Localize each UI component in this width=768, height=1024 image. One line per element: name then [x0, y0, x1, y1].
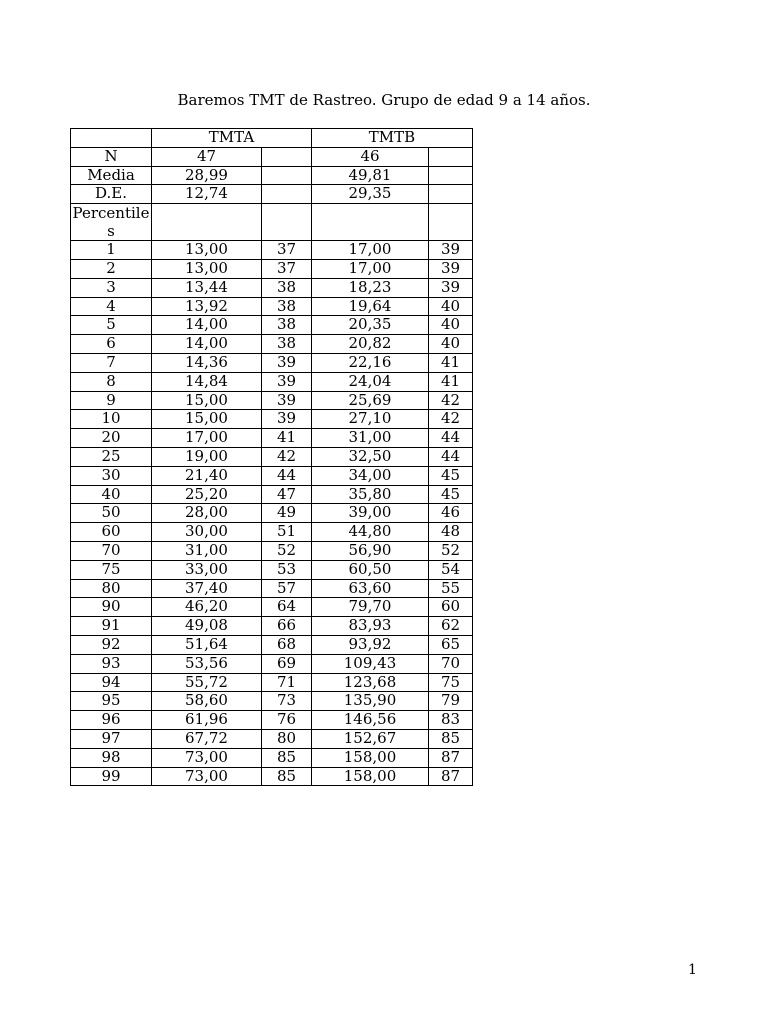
tmtb-t-score: 70	[429, 654, 473, 673]
percentile-value: 91	[71, 617, 152, 636]
table-row	[71, 335, 473, 354]
percentile-value: 40	[71, 485, 152, 504]
tmta-t-score: 57	[262, 579, 312, 598]
tmta-score: 15,00	[152, 391, 262, 410]
table-row	[71, 560, 473, 579]
tmta-t-score: 39	[262, 372, 312, 391]
tmtb-score: 83,93	[312, 617, 429, 636]
table-row	[71, 523, 473, 542]
table-header-row	[71, 129, 473, 148]
table-row	[71, 654, 473, 673]
percentile-value: 30	[71, 466, 152, 485]
tmtb-score: 93,92	[312, 635, 429, 654]
tmta-score: 30,00	[152, 523, 262, 542]
tmta-t-score: 39	[262, 391, 312, 410]
percentile-value: 50	[71, 504, 152, 523]
table-row	[71, 429, 473, 448]
tmtb-score: 18,23	[312, 278, 429, 297]
tmta-t-score: 38	[262, 316, 312, 335]
tmta-score: 17,00	[152, 429, 262, 448]
tmtb-t-score: 46	[429, 504, 473, 523]
tmta-t-score: 42	[262, 447, 312, 466]
tmtb-score: 35,80	[312, 485, 429, 504]
tmtb-score: 32,50	[312, 447, 429, 466]
tmta-score: 51,64	[152, 635, 262, 654]
tmta-score: 55,72	[152, 673, 262, 692]
table-row	[71, 353, 473, 372]
table-row	[71, 711, 473, 730]
percentile-value: 96	[71, 711, 152, 730]
tmta-t-score: 53	[262, 560, 312, 579]
table-row	[71, 316, 473, 335]
table-row	[71, 391, 473, 410]
table-row	[71, 692, 473, 711]
tmtb-score: 44,80	[312, 523, 429, 542]
empty-cell	[429, 147, 473, 166]
tmtb-score: 25,69	[312, 391, 429, 410]
empty-cell	[312, 204, 429, 241]
tmtb-t-score: 41	[429, 372, 473, 391]
tmtb-t-score: 79	[429, 692, 473, 711]
stat-row-n	[71, 147, 473, 166]
percentile-value: 5	[71, 316, 152, 335]
tmtb-t-score: 41	[429, 353, 473, 372]
tmtb-t-score: 40	[429, 316, 473, 335]
percentile-value: 20	[71, 429, 152, 448]
tmtb-t-score: 45	[429, 485, 473, 504]
percentile-value: 6	[71, 335, 152, 354]
table-row	[71, 278, 473, 297]
tmta-t-score: 73	[262, 692, 312, 711]
tmtb-t-score: 87	[429, 748, 473, 767]
table-row	[71, 504, 473, 523]
percentile-value: 60	[71, 523, 152, 542]
tmta-t-score: 85	[262, 767, 312, 786]
tmtb-t-score: 40	[429, 335, 473, 354]
tmtb-t-score: 39	[429, 259, 473, 278]
percentile-value: 25	[71, 447, 152, 466]
tmta-t-score: 41	[262, 429, 312, 448]
table-row	[71, 466, 473, 485]
stat-label: N	[71, 147, 152, 166]
tmtb-score: 135,90	[312, 692, 429, 711]
tmta-t-score: 64	[262, 598, 312, 617]
tmta-t-score: 80	[262, 729, 312, 748]
table-row	[71, 673, 473, 692]
percentile-value: 97	[71, 729, 152, 748]
tmta-score: 49,08	[152, 617, 262, 636]
tmtb-score: 27,10	[312, 410, 429, 429]
stat-tmta-value: 28,99	[152, 166, 262, 185]
tmtb-score: 56,90	[312, 541, 429, 560]
stat-tmta-value: 12,74	[152, 185, 262, 204]
stat-tmtb-value: 49,81	[312, 166, 429, 185]
tmta-score: 37,40	[152, 579, 262, 598]
percentiles-label: Percentiles	[71, 204, 152, 241]
stat-label: Media	[71, 166, 152, 185]
tmta-score: 14,36	[152, 353, 262, 372]
tmtb-t-score: 85	[429, 729, 473, 748]
tmtb-score: 39,00	[312, 504, 429, 523]
tmtb-t-score: 39	[429, 278, 473, 297]
tmtb-t-score: 54	[429, 560, 473, 579]
tmtb-t-score: 75	[429, 673, 473, 692]
tmta-score: 58,60	[152, 692, 262, 711]
percentiles-label-row	[71, 204, 473, 241]
tmta-t-score: 71	[262, 673, 312, 692]
table-row	[71, 372, 473, 391]
percentile-value: 10	[71, 410, 152, 429]
table-row	[71, 579, 473, 598]
tmta-t-score: 44	[262, 466, 312, 485]
tmta-t-score: 66	[262, 617, 312, 636]
tmta-score: 13,44	[152, 278, 262, 297]
empty-cell	[429, 185, 473, 204]
tmta-score: 14,00	[152, 316, 262, 335]
tmtb-score: 17,00	[312, 241, 429, 260]
percentile-value: 93	[71, 654, 152, 673]
tmtb-t-score: 62	[429, 617, 473, 636]
table-row	[71, 259, 473, 278]
tmta-score: 14,84	[152, 372, 262, 391]
percentile-value: 3	[71, 278, 152, 297]
tmtb-score: 24,04	[312, 372, 429, 391]
tmtb-t-score: 44	[429, 447, 473, 466]
tmta-score: 73,00	[152, 748, 262, 767]
empty-cell	[262, 185, 312, 204]
percentile-value: 94	[71, 673, 152, 692]
empty-cell	[152, 204, 262, 241]
tmta-score: 13,00	[152, 259, 262, 278]
tmtb-score: 17,00	[312, 259, 429, 278]
percentile-value: 98	[71, 748, 152, 767]
tmtb-t-score: 65	[429, 635, 473, 654]
empty-cell	[262, 204, 312, 241]
tmtb-score: 123,68	[312, 673, 429, 692]
tmta-t-score: 52	[262, 541, 312, 560]
table-row	[71, 598, 473, 617]
tmtb-score: 19,64	[312, 297, 429, 316]
tmta-score: 13,92	[152, 297, 262, 316]
tmta-score: 28,00	[152, 504, 262, 523]
tmtb-score: 63,60	[312, 579, 429, 598]
stat-row-de	[71, 185, 473, 204]
tmtb-t-score: 45	[429, 466, 473, 485]
tmta-t-score: 37	[262, 259, 312, 278]
tmta-t-score: 37	[262, 241, 312, 260]
tmtb-score: 79,70	[312, 598, 429, 617]
tmta-score: 19,00	[152, 447, 262, 466]
tmtb-score: 60,50	[312, 560, 429, 579]
percentile-value: 1	[71, 241, 152, 260]
tmtb-score: 158,00	[312, 748, 429, 767]
empty-cell	[429, 204, 473, 241]
tmtb-t-score: 60	[429, 598, 473, 617]
empty-cell	[262, 166, 312, 185]
tmtb-t-score: 83	[429, 711, 473, 730]
table-row	[71, 447, 473, 466]
tmta-t-score: 69	[262, 654, 312, 673]
percentile-value: 95	[71, 692, 152, 711]
tmtb-t-score: 52	[429, 541, 473, 560]
tmta-score: 33,00	[152, 560, 262, 579]
stat-tmta-value: 47	[152, 147, 262, 166]
tmtb-t-score: 48	[429, 523, 473, 542]
percentile-value: 90	[71, 598, 152, 617]
tmta-score: 61,96	[152, 711, 262, 730]
stat-tmtb-value: 29,35	[312, 185, 429, 204]
tmtb-score: 109,43	[312, 654, 429, 673]
tmtb-t-score: 42	[429, 410, 473, 429]
tmta-t-score: 39	[262, 410, 312, 429]
table-row	[71, 729, 473, 748]
tmtb-score: 146,56	[312, 711, 429, 730]
tmta-t-score: 76	[262, 711, 312, 730]
tmta-score: 14,00	[152, 335, 262, 354]
table-row	[71, 635, 473, 654]
table-row	[71, 767, 473, 786]
tmtb-score: 152,67	[312, 729, 429, 748]
tmta-score: 73,00	[152, 767, 262, 786]
tmtb-score: 20,82	[312, 335, 429, 354]
page-number: 1	[688, 962, 697, 978]
stat-label: D.E.	[71, 185, 152, 204]
tmta-score: 25,20	[152, 485, 262, 504]
empty-cell	[262, 147, 312, 166]
stat-row-media	[71, 166, 473, 185]
table-row	[71, 297, 473, 316]
percentile-value: 8	[71, 372, 152, 391]
table-row	[71, 541, 473, 560]
percentile-value: 2	[71, 259, 152, 278]
header-tmtb: TMTB	[312, 129, 473, 148]
tmta-score: 15,00	[152, 410, 262, 429]
tmta-t-score: 38	[262, 297, 312, 316]
table-row	[71, 748, 473, 767]
header-blank-cell	[71, 129, 152, 148]
baremos-table	[70, 128, 473, 786]
tmtb-t-score: 55	[429, 579, 473, 598]
tmtb-score: 22,16	[312, 353, 429, 372]
tmta-score: 46,20	[152, 598, 262, 617]
tmta-t-score: 39	[262, 353, 312, 372]
stat-tmtb-value: 46	[312, 147, 429, 166]
percentile-value: 4	[71, 297, 152, 316]
percentile-value: 7	[71, 353, 152, 372]
tmta-t-score: 47	[262, 485, 312, 504]
tmta-score: 13,00	[152, 241, 262, 260]
tmtb-t-score: 39	[429, 241, 473, 260]
percentile-value: 80	[71, 579, 152, 598]
tmta-score: 31,00	[152, 541, 262, 560]
tmtb-score: 31,00	[312, 429, 429, 448]
tmta-t-score: 49	[262, 504, 312, 523]
tmta-t-score: 85	[262, 748, 312, 767]
table-row	[71, 485, 473, 504]
document-title-text: Baremos TMT de Rastreo. Grupo de edad 9 a 14 años.	[177, 91, 591, 109]
tmta-score: 53,56	[152, 654, 262, 673]
percentile-value: 75	[71, 560, 152, 579]
tmta-t-score: 51	[262, 523, 312, 542]
table-row	[71, 410, 473, 429]
tmtb-score: 20,35	[312, 316, 429, 335]
tmta-t-score: 38	[262, 335, 312, 354]
tmtb-t-score: 42	[429, 391, 473, 410]
percentile-value: 70	[71, 541, 152, 560]
table-row	[71, 241, 473, 260]
empty-cell	[429, 166, 473, 185]
tmta-t-score: 38	[262, 278, 312, 297]
tmtb-t-score: 87	[429, 767, 473, 786]
tmta-t-score: 68	[262, 635, 312, 654]
tmta-score: 67,72	[152, 729, 262, 748]
document-title	[0, 91, 768, 109]
tmtb-score: 34,00	[312, 466, 429, 485]
header-tmta: TMTA	[152, 129, 312, 148]
tmtb-t-score: 44	[429, 429, 473, 448]
tmta-score: 21,40	[152, 466, 262, 485]
percentile-value: 9	[71, 391, 152, 410]
table-row	[71, 617, 473, 636]
percentile-value: 99	[71, 767, 152, 786]
tmtb-t-score: 40	[429, 297, 473, 316]
tmtb-score: 158,00	[312, 767, 429, 786]
percentile-value: 92	[71, 635, 152, 654]
